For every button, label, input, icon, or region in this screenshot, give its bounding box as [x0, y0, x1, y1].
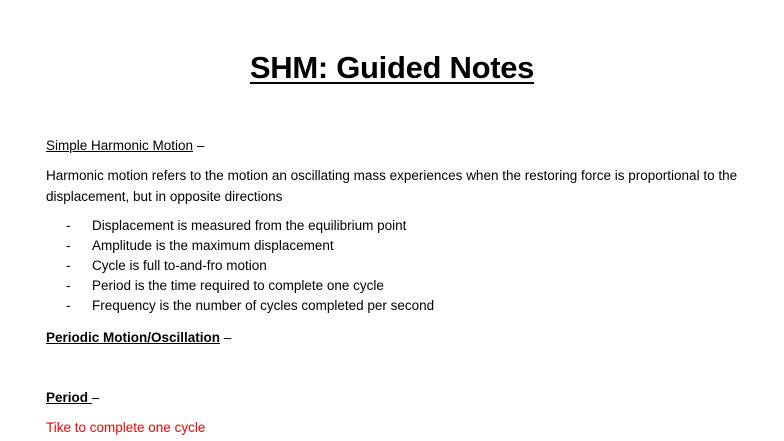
- section-heading-label: Period: [46, 390, 92, 405]
- bullet-text: Frequency is the number of cycles completed per second: [92, 298, 435, 313]
- list-item: [66, 256, 434, 276]
- bullet-list: [66, 216, 434, 316]
- bullet-marker: -: [66, 278, 71, 293]
- bullet-text: Period is the time required to complete one cycle: [92, 278, 384, 293]
- bullet-text: Cycle is full to-and-fro motion: [92, 258, 267, 273]
- bullet-text: Amplitude is the maximum displacement: [92, 238, 334, 253]
- section-heading-dash: –: [91, 390, 100, 405]
- list-item: [66, 276, 434, 296]
- list-item: [66, 296, 434, 316]
- section-heading-dash: –: [193, 138, 205, 153]
- section-heading-shm: [46, 137, 204, 155]
- bullet-marker: -: [66, 218, 71, 233]
- section-heading-label: Periodic Motion/Oscillation: [46, 330, 221, 345]
- bullet-marker: -: [66, 298, 71, 313]
- bullet-marker: -: [66, 238, 71, 253]
- section-heading-label: Simple Harmonic Motion: [46, 138, 194, 153]
- bullet-marker: -: [66, 258, 71, 273]
- section-heading-periodic-motion: [46, 329, 231, 347]
- section-heading-dash: –: [220, 330, 232, 345]
- section-heading-period: [46, 389, 99, 407]
- definition-paragraph: Harmonic motion refers to the motion an oscillating mass experiences when the restoring force is proportional to the displacement, but in opposite directions: [46, 168, 738, 204]
- page-title: SHM: Guided Notes: [249, 50, 535, 85]
- bullet-text: Displacement is measured from the equilibrium point: [92, 218, 407, 233]
- list-item: [66, 236, 434, 256]
- list-item: [66, 216, 434, 236]
- period-answer: Tike to complete one cycle: [46, 420, 206, 435]
